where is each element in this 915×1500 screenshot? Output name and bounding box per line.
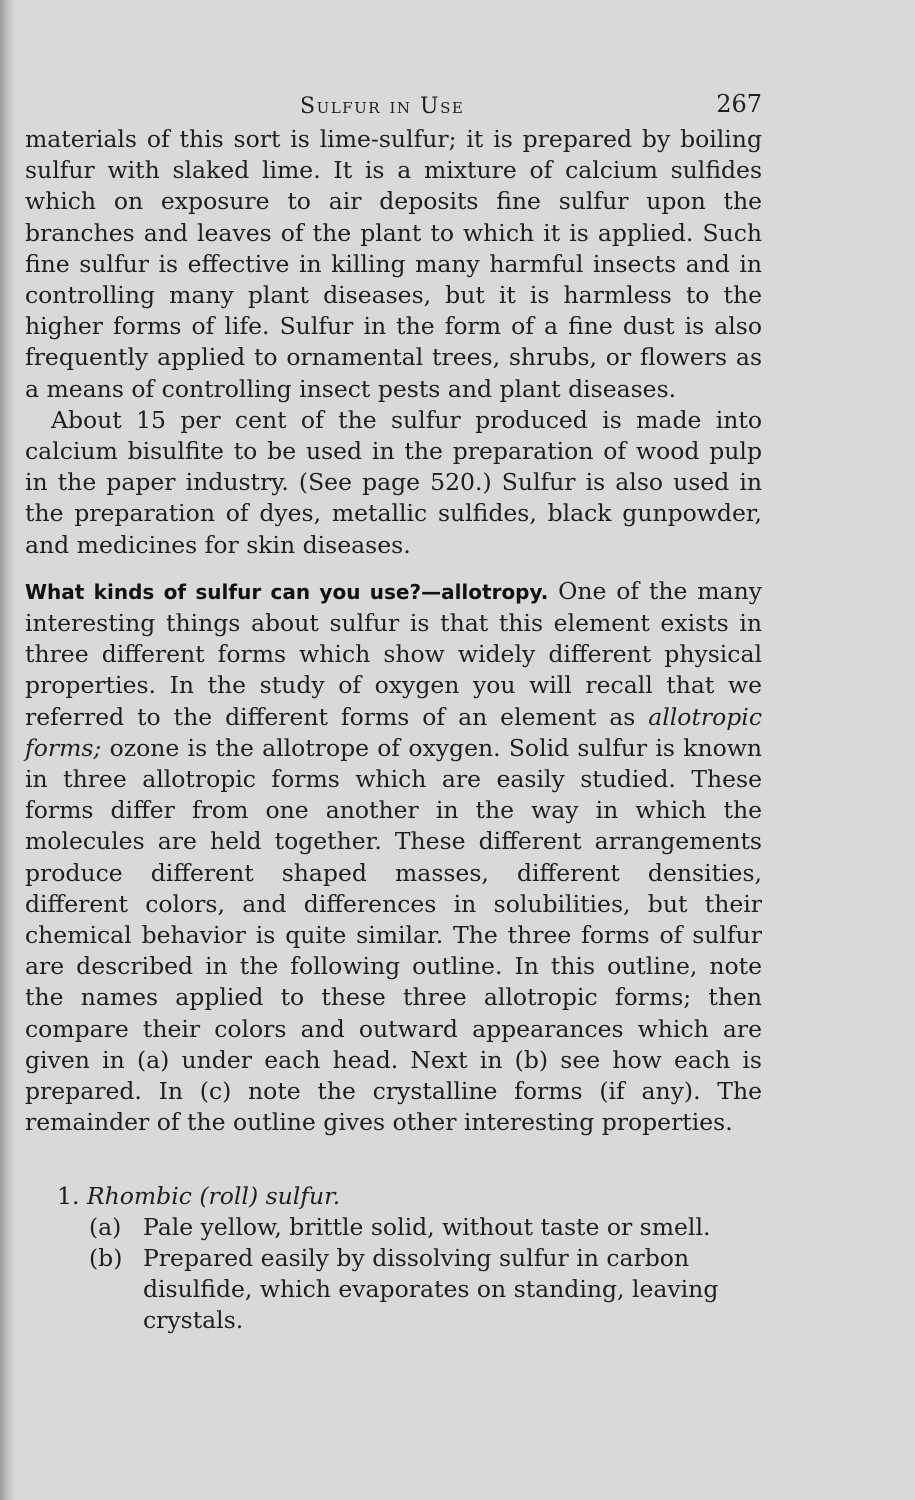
running-title: Sulfur in Use bbox=[300, 94, 465, 119]
section-text-a: One of the many interesting things about sulfur is that this element exists in three different forms which show widely different physical properties. In the study of oxygen you will recall that we referred to the different forms of an element as bbox=[25, 576, 762, 731]
outline-item bbox=[25, 1212, 762, 1243]
outline-item-text: Prepared easily by dissolving sulfur in carbon disulfide, which evaporates on standing, leaving crystals. bbox=[143, 1243, 719, 1335]
outline-number: 1. bbox=[57, 1181, 80, 1210]
outline-title: Rhombic (roll) sulfur. bbox=[86, 1181, 341, 1210]
section-allotropy bbox=[25, 576, 762, 1139]
outline-item-marker: (a) bbox=[89, 1212, 122, 1241]
paragraph-calcium-bisulfite: About 15 per cent of the sulfur produced is made into calcium bisulfite to be used in the preparation of wood pulp in the paper industry. (See page 520.) Sulfur is also used in the preparation of dyes, metallic sulfides, black gunpowder, and medicines for skin diseases. bbox=[25, 405, 762, 559]
outline-item-marker: (b) bbox=[89, 1243, 123, 1272]
page-number: 267 bbox=[716, 90, 762, 118]
paragraph-lime-sulfur: materials of this sort is lime-sulfur; it is prepared by boiling sulfur with slaked lime. It is a mixture of calcium sulfides which on exposure to air deposits fine sulfur upon the branches and leaves of the plant to which it is applied. Such fine sulfur is effective in killing many harmful insects and in controlling many plant diseases, but it is harmless to the higher forms of life. Sulfur in the form of a fine dust is also frequently applied to ornamental trees, shrubs, or flowers as a means of controlling insect pests and plant diseases. bbox=[25, 125, 762, 403]
sulfur-forms-outline bbox=[25, 1181, 762, 1337]
book-binding-edge bbox=[0, 0, 16, 1500]
outline-item bbox=[25, 1243, 762, 1337]
section-text-b: ozone is the allotrope of oxygen. Solid sulfur is known in three allotropic forms which are easily studied. These forms differ from one another in the way in which the molecules are held together. These different arrangements produce different shaped masses, different densities, different colors, and differences in solubilities, but their chemical behavior is quite similar. The three forms of sulfur are described in the following outline. In this outline, note the names applied to these three allotropic forms; then compare their colors and outward appearances which are given in (a) under each head. Next in (b) see how each is prepared. In (c) note the crystalline forms (if any). The remainder of the outline gives other interesting properties. bbox=[25, 733, 762, 1137]
section-heading: What kinds of sulfur can you use?—allotropy. bbox=[25, 579, 549, 604]
page-header bbox=[25, 88, 762, 124]
outline-heading bbox=[25, 1181, 762, 1212]
section-term: allotropic forms; bbox=[25, 702, 762, 762]
book-page bbox=[25, 88, 762, 1337]
outline-item-text: Pale yellow, brittle solid, without taste or smell. bbox=[143, 1212, 711, 1241]
